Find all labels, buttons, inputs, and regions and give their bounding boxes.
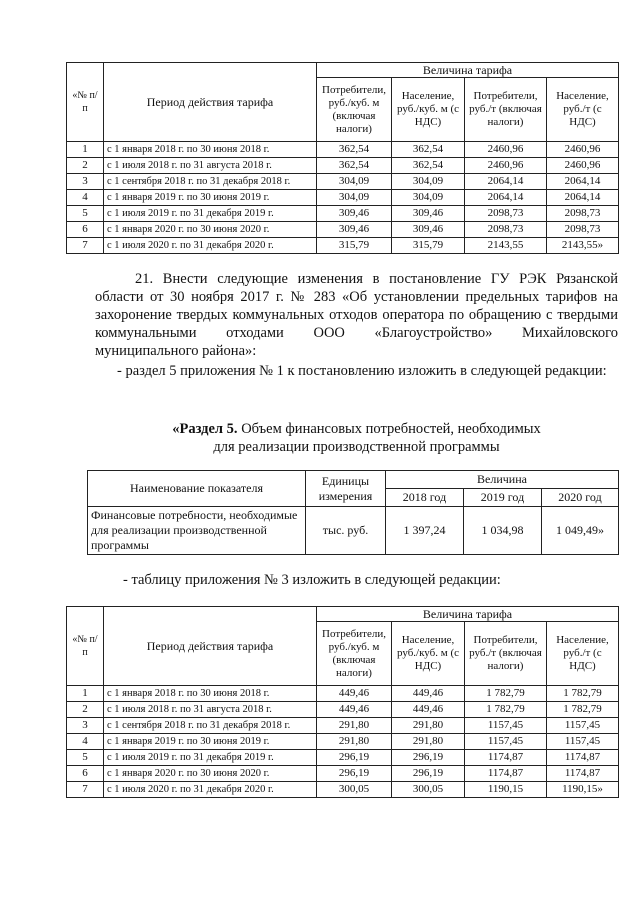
paragraph-21: [95, 270, 618, 360]
table-row: [67, 782, 619, 798]
row-value: 362,54: [392, 158, 465, 174]
fin-value-2020: 1 049,49»: [542, 507, 619, 555]
fin-name-header: Наименование показателя: [88, 471, 306, 507]
row-value: 2460,96: [547, 142, 619, 158]
row-value: 1174,87: [465, 750, 547, 766]
row-value: 2143,55: [465, 238, 547, 254]
fin-year-2020: 2020 год: [542, 489, 619, 507]
row-period: с 1 января 2018 г. по 30 июня 2018 г.: [104, 686, 317, 702]
row-period: с 1 июля 2020 г. по 31 декабря 2020 г.: [104, 782, 317, 798]
row-num: 6: [67, 766, 104, 782]
fin-row-unit: тыс. руб.: [306, 507, 386, 555]
row-period: с 1 июля 2020 г. по 31 декабря 2020 г.: [104, 238, 317, 254]
row-value: 315,79: [317, 238, 392, 254]
fin-value-header: Величина: [386, 471, 619, 489]
table-row: [67, 190, 619, 206]
row-period: с 1 июля 2019 г. по 31 декабря 2019 г.: [104, 750, 317, 766]
row-value: 2460,96: [465, 158, 547, 174]
row-value: 1174,87: [465, 766, 547, 782]
row-num: 2: [67, 702, 104, 718]
row-value: 362,54: [317, 158, 392, 174]
row-period: с 1 июля 2018 г. по 31 августа 2018 г.: [104, 158, 317, 174]
section-title-bold: «Раздел 5.: [172, 421, 238, 437]
row-value: 296,19: [317, 766, 392, 782]
row-value: 2064,14: [465, 174, 547, 190]
row-value: 1157,45: [465, 734, 547, 750]
row-value: 449,46: [392, 702, 465, 718]
row-value: 1190,15: [465, 782, 547, 798]
num-header: «№ п/п: [67, 607, 104, 686]
num-header: «№ п/п: [67, 63, 104, 142]
row-period: с 1 января 2019 г. по 30 июня 2019 г.: [104, 734, 317, 750]
row-value: 304,09: [317, 190, 392, 206]
row-period: с 1 января 2020 г. по 30 июня 2020 г.: [104, 766, 317, 782]
row-num: 1: [67, 686, 104, 702]
fin-year-2019: 2019 год: [464, 489, 542, 507]
col-population-m3: Население, руб./куб. м (с НДС): [392, 78, 465, 142]
row-value: 296,19: [392, 750, 465, 766]
row-value: 315,79: [392, 238, 465, 254]
col-consumers-m3: Потребители, руб./куб. м (включая налоги): [317, 78, 392, 142]
row-num: 6: [67, 222, 104, 238]
row-value: 2064,14: [465, 190, 547, 206]
table-row: [67, 142, 619, 158]
table-row: [67, 206, 619, 222]
row-value: 2064,14: [547, 190, 619, 206]
fin-value-2019: 1 034,98: [464, 507, 542, 555]
col-consumers-m3: Потребители, руб./куб. м (включая налоги): [317, 622, 392, 686]
row-value: 362,54: [392, 142, 465, 158]
row-num: 2: [67, 158, 104, 174]
fin-row-name: Финансовые потребности, необходимые для реализации производственной программы: [88, 507, 306, 555]
row-period: с 1 января 2020 г. по 30 июня 2020 г.: [104, 222, 317, 238]
financial-table: [87, 470, 619, 555]
row-value: 1 782,79: [465, 702, 547, 718]
fin-value-2018: 1 397,24: [386, 507, 464, 555]
paragraph-razdel5: - раздел 5 приложения № 1 к постановлению изложить в следующей редакции:: [117, 363, 607, 379]
row-value: 1157,45: [547, 734, 619, 750]
row-value: 291,80: [317, 734, 392, 750]
row-value: 291,80: [392, 734, 465, 750]
row-num: 3: [67, 718, 104, 734]
tariff-table-3: [66, 606, 619, 798]
row-num: 3: [67, 174, 104, 190]
row-value: 2460,96: [547, 158, 619, 174]
row-value: 309,46: [317, 206, 392, 222]
row-value: 2098,73: [465, 222, 547, 238]
row-value: 2143,55»: [547, 238, 619, 254]
row-period: с 1 июля 2019 г. по 31 декабря 2019 г.: [104, 206, 317, 222]
table-row: [67, 766, 619, 782]
row-num: 1: [67, 142, 104, 158]
fin-year-2018: 2018 год: [386, 489, 464, 507]
tariff-table-1: [66, 62, 619, 254]
table-row: [67, 750, 619, 766]
paragraph-table3: - таблицу приложения № 3 изложить в следующей редакции:: [123, 572, 501, 588]
row-value: 309,46: [317, 222, 392, 238]
table-row: [67, 702, 619, 718]
table-row: [67, 158, 619, 174]
row-value: 309,46: [392, 222, 465, 238]
row-value: 1174,87: [547, 766, 619, 782]
row-value: 449,46: [317, 686, 392, 702]
row-value: 296,19: [317, 750, 392, 766]
row-value: 300,05: [317, 782, 392, 798]
row-value: 300,05: [392, 782, 465, 798]
row-value: 1157,45: [465, 718, 547, 734]
row-value: 2098,73: [547, 206, 619, 222]
row-value: 449,46: [317, 702, 392, 718]
row-value: 362,54: [317, 142, 392, 158]
row-num: 5: [67, 750, 104, 766]
row-value: 291,80: [317, 718, 392, 734]
row-value: 291,80: [392, 718, 465, 734]
row-period: с 1 января 2018 г. по 30 июня 2018 г.: [104, 142, 317, 158]
row-value: 449,46: [392, 686, 465, 702]
row-value: 1 782,79: [547, 686, 619, 702]
col-consumers-t: Потребители, руб./т (включая налоги): [465, 622, 547, 686]
table-row: [67, 734, 619, 750]
row-value: 2460,96: [465, 142, 547, 158]
fin-unit-header: Единицы измерения: [306, 471, 386, 507]
row-period: с 1 января 2019 г. по 30 июня 2019 г.: [104, 190, 317, 206]
row-period: с 1 сентября 2018 г. по 31 декабря 2018 г.: [104, 174, 317, 190]
row-value: 2098,73: [465, 206, 547, 222]
row-value: 2064,14: [547, 174, 619, 190]
row-num: 4: [67, 190, 104, 206]
section-title: [95, 420, 618, 456]
row-period: с 1 сентября 2018 г. по 31 декабря 2018 г.: [104, 718, 317, 734]
row-value: 1174,87: [547, 750, 619, 766]
period-header: Период действия тарифа: [104, 607, 317, 686]
col-population-t: Население, руб./т (с НДС): [547, 622, 619, 686]
value-header: Величина тарифа: [317, 63, 619, 78]
row-value: 304,09: [392, 174, 465, 190]
row-value: 1 782,79: [465, 686, 547, 702]
col-consumers-t: Потребители, руб./т (включая налоги): [465, 78, 547, 142]
table-row: [67, 718, 619, 734]
section-title-line2: для реализации производственной программы: [213, 439, 500, 455]
table-row: [67, 222, 619, 238]
col-population-m3: Население, руб./куб. м (с НДС): [392, 622, 465, 686]
value-header: Величина тарифа: [317, 607, 619, 622]
row-num: 7: [67, 238, 104, 254]
row-value: 1 782,79: [547, 702, 619, 718]
col-population-t: Население, руб./т (с НДС): [547, 78, 619, 142]
row-value: 309,46: [392, 206, 465, 222]
row-num: 7: [67, 782, 104, 798]
table-row: [67, 238, 619, 254]
table-row: [67, 174, 619, 190]
row-value: 1190,15»: [547, 782, 619, 798]
period-header: Период действия тарифа: [104, 63, 317, 142]
row-value: 296,19: [392, 766, 465, 782]
table-row: [67, 686, 619, 702]
row-period: с 1 июля 2018 г. по 31 августа 2018 г.: [104, 702, 317, 718]
row-value: 304,09: [317, 174, 392, 190]
section-title-rest: Объем финансовых потребностей, необходимых: [237, 421, 541, 437]
row-num: 4: [67, 734, 104, 750]
row-num: 5: [67, 206, 104, 222]
row-value: 304,09: [392, 190, 465, 206]
row-value: 1157,45: [547, 718, 619, 734]
row-value: 2098,73: [547, 222, 619, 238]
paragraph-21-text: 21. Внести следующие изменения в постановление ГУ РЭК Рязанской области от 30 ноября 2017 г. № 283 «Об установлении предельных тарифов на захоронение твердых коммунальных отходов оператора по обращению с твердыми коммунальными отходами ООО «Благоустройство» Михайловского муниципального района»:: [95, 271, 618, 359]
